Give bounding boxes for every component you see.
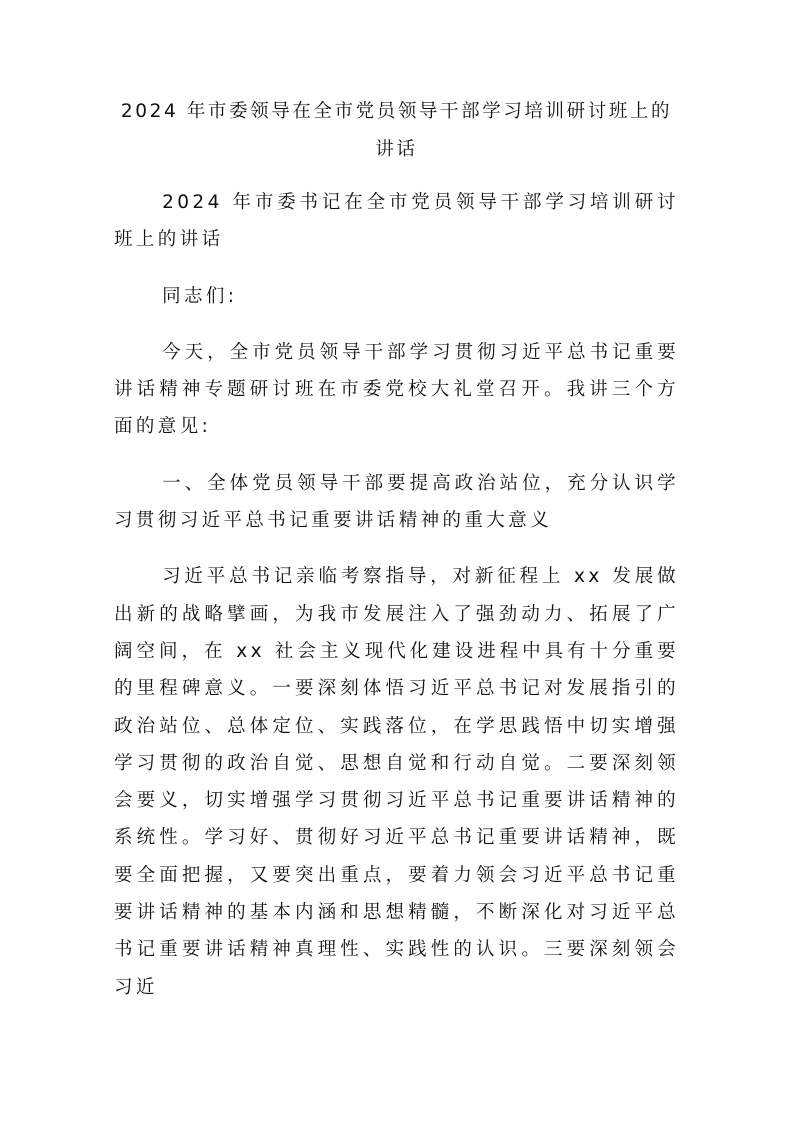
- paragraph-intro: 今天，全市党员领导干部学习贯彻习近平总书记重要讲话精神专题研讨班在市委党校大礼堂召开。我讲三个方面的意见:: [114, 341, 679, 438]
- salutation: 同志们:: [162, 285, 238, 307]
- section-heading-1: 一、全体党员领导干部要提高政治站位，充分认识学习贯彻习近平总书记重要讲话精神的重大意义: [114, 472, 679, 532]
- paragraph-body: 习近平总书记亲临考察指导，对新征程上 xx 发展做出新的战略擘画，为我市发展注入了强劲动力、拓展了广阔空间，在 xx 社会主义现代化建设进程中具有十分重要的里程碑意义。一要深刻体悟习近平总书记对发展指引的政治站位、总体定位、实践落位，在学思践悟中切实增强学习贯彻的政治自觉、思想自觉和行动自觉。二要深刻领会要义，切实增强学习贯彻习近平总书记重要讲话精神的系统性。学习好、贯彻好习近平总书记重要讲话精神，既要全面把握，又要突出重点，要着力领会习近平总书记重要讲话精神的基本内涵和思想精髓，不断深化对习近平总书记重要讲话精神真理性、实践性的认识。三要深刻领会习近: [114, 566, 679, 998]
- document-body: [114, 93, 679, 1006]
- document-subtitle: 2024 年市委书记在全市党员领导干部学习培训研讨班上的讲话: [114, 192, 679, 251]
- document-title: 2024 年市委领导在全市党员领导干部学习培训研讨班上的讲话: [120, 101, 673, 160]
